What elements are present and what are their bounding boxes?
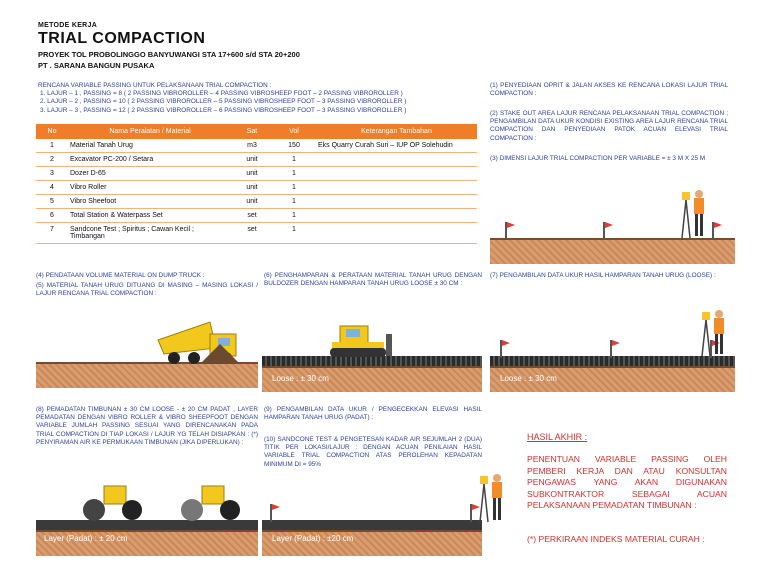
cell-vol: 1 [272,167,316,181]
bulldozer-icon [322,318,402,358]
col-notes: Keterangan Tambahan [316,124,477,139]
step-8: (8) PEMADATAN TIMBUNAN ± 30 CM LOOSE - ± 20 CM PADAT , LAYER PEMADATAN DENGAN VIBRO ROLLER & VIBRO SHEEPFOOT DENGAN VARIABLE JUMLAH PASSING SESUAI YANG DIRENCANAKAN PADA TRIAL COMPACTION DI TIAP LOKASI / LAJUR YG TELAH DISIAPKAN : (*) PENYIRAMAN AIR KE PERMUKAAN TIMBUNAN (JIKA DIPERLUKAN) : [36,406,258,446]
cell-name: Material Tanah Urug [68,139,232,153]
cell-name: Vibro Roller [68,181,232,195]
compacted-label: Layer (Padat) : ± 20 cm [44,534,128,543]
sheepfoot-roller-icon [80,482,150,522]
cell-name: Vibro Sheefoot [68,195,232,209]
step-3: (3) DIMENSI LAJUR TRIAL COMPACTION PER VARIABLE = ± 3 M X 25 M [490,155,706,162]
cell-vol: 1 [272,209,316,223]
cell-notes: Eks Quarry Curah Suri – IUP OP Solehudin [316,139,477,153]
flag-icon [712,222,714,240]
cell-name: Sandcone Test ; Spiritus ; Cawan Kecil ; Timbangan [68,223,232,244]
page-title: TRIAL COMPACTION [38,30,206,47]
flag-icon [270,504,272,522]
col-no: No [36,124,68,139]
step-6: (6) PENGHAMPARAN & PERATAAN MATERIAL TANAH URUG DENGAN BULDOZER DENGAN HAMPARAN TANAH URUG LOOSE ± 30 CM : [264,272,482,288]
cell-name: Dozer D-65 [68,167,232,181]
cell-notes [316,209,477,223]
plan-line: 1. LAJUR – 1 , PASSING = 8 ( 2 PASSING VIBROROLLER – 4 PASSING VIBROSHEEP FOOT – 2 PASSING VIBROROLLER ) [40,90,403,98]
surveyor-icon [680,186,710,238]
step-7: (7) PENGAMBILAN DATA UKUR HASIL HAMPARAN TANAH URUG (LOOSE) : [490,272,716,279]
cell-no: 3 [36,167,68,181]
cell-unit: m3 [232,139,272,153]
cell-no: 1 [36,139,68,153]
flag-icon [500,340,502,358]
result-note: (*) PERKIRAAN INDEKS MATERIAL CURAH : [527,534,705,544]
cell-no: 4 [36,181,68,195]
plan-section [38,82,488,115]
result-title: HASIL AKHIR : [527,432,588,442]
loose-label: Loose : ± 30 cm [500,374,557,383]
table-row [36,209,477,223]
cell-notes [316,181,477,195]
step-4: (4) PENDATAAN VOLUME MATERIAL ON DUMP TRUCK : [36,272,205,279]
flag-icon [610,340,612,358]
surveyor-icon [478,470,508,524]
cell-no: 7 [36,223,68,244]
table-row [36,153,477,167]
flag-icon [505,222,507,240]
cell-no: 6 [36,209,68,223]
soil-pile-icon [200,340,240,364]
col-name: Nama Peralatan / Material [68,124,232,139]
cell-no: 2 [36,153,68,167]
col-unit: Sat [232,124,272,139]
cell-unit: unit [232,153,272,167]
cell-vol: 1 [272,181,316,195]
step-10: (10) SANDCONE TEST & PENGETESAN KADAR AIR SEJUMLAH 2 (DUA) TITIK PER LOKASI/LAJUR : DENGAN ACUAN PENILAIAN HASIL VARIABLE TRIAL COMPACTION ATAS PEROLEHAN KEPADATAN MINIMUM DI = 95% [264,436,482,468]
compacted-label: Layer (Padat) : ±20 cm [272,534,354,543]
flag-icon [603,222,605,240]
cell-unit: unit [232,181,272,195]
cell-name: Total Station & Waterpass Set [68,209,232,223]
step-5: (5) MATERIAL TANAH URUG DITUANG DI MASING – MASING LOKASI / LAJUR RENCANA TRIAL COMPACTION : [36,282,258,298]
cell-notes [316,223,477,244]
company-name: PT . SARANA BANGUN PUSAKA [38,61,155,70]
table-row [36,223,477,244]
cell-name: Excavator PC-200 / Setara [68,153,232,167]
cell-unit: set [232,223,272,244]
table-header-row [36,124,477,139]
vibro-roller-icon [178,482,248,522]
equipment-table [36,124,477,244]
cell-notes [316,153,477,167]
result-body: PENENTUAN VARIABLE PASSING OLEH PEMBERI KERJA DAN ATAU KONSULTAN PENGAWAS YANG AKAN DIGUNAKAN SUBKONTRAKTOR SEBAGAI ACUAN PELAKSANAAN PEMADATAN TIMBUNAN : [527,454,727,510]
surveyor-icon [700,306,730,358]
table-row [36,181,477,195]
cell-notes [316,167,477,181]
project-name: PROYEK TOL PROBOLINGGO BANYUWANGI STA 17+600 s/d STA 20+200 [38,50,300,59]
ground-strip [490,238,735,264]
table-row [36,139,477,153]
col-vol: Vol [272,124,316,139]
step-2: (2) STAKE OUT AREA LAJUR RENCANA PELAKSANAAN TRIAL COMPACTION ; PENGAMBILAN DATA UKUR KONDISI EXISTING AREA LAJUR RENCANA TRIAL COMPACTION DAN PENYEDIAAN PATOK ACUAN ELEVASI TRIAL COMPACTION : [490,110,728,142]
cell-vol: 1 [272,223,316,244]
loose-label: Loose : ± 30 cm [272,374,329,383]
table-row [36,195,477,209]
ground-strip [36,362,258,388]
cell-unit: unit [232,195,272,209]
step-1: (1) PENYEDIAAN OPRIT & JALAN AKSES KE RENCANA LOKASI LAJUR TRIAL COMPACTION : [490,82,728,98]
step-9: (9) PENGAMBILAN DATA UKUR / PENGECEKKAN ELEVASI HASIL HAMPARAN TANAH URUG (PADAT) : [264,406,482,422]
cell-vol: 1 [272,153,316,167]
plan-line: 2. LAJUR – 2 , PASSING = 10 ( 2 PASSING VIBROROLLER – 5 PASSING VIBROSHEEP FOOT – 3 PASSING VIBROROLLER ) [40,98,407,106]
plan-line: 3. LAJUR – 3 , PASSING = 12 ( 2 PASSING VIBROROLLER – 6 PASSING VIBROSHEEP FOOT – 3 PASSING VIBROROLLER ) [40,106,407,114]
method-label: METODE KERJA [38,22,98,29]
plan-title: RENCANA VARIABLE PASSING UNTUK PELAKSANAAN TRIAL COMPACTION : [38,82,272,89]
table-row [36,167,477,181]
cell-no: 5 [36,195,68,209]
flag-icon [470,504,472,522]
cell-notes [316,195,477,209]
cell-unit: set [232,209,272,223]
cell-unit: unit [232,167,272,181]
cell-vol: 1 [272,195,316,209]
cell-vol: 150 [272,139,316,153]
